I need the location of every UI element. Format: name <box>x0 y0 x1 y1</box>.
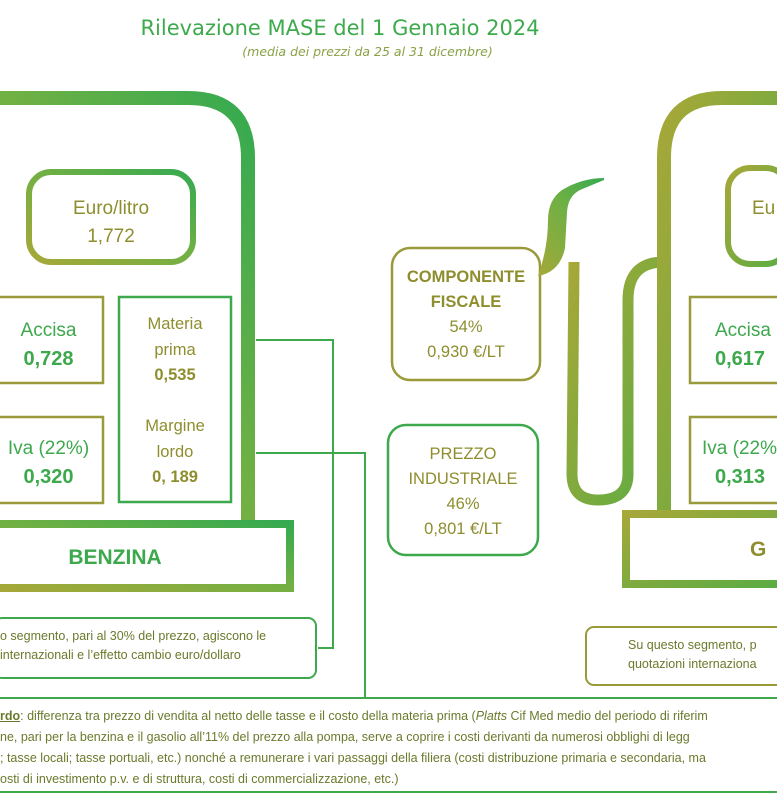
footer-line-3: ; tasse locali; tasse portuali, etc.) nonché a remunerare i vari passaggi della filiera (costi distribuzione primaria e secondaria, ma <box>0 751 706 765</box>
footer-platts: Platts <box>475 709 507 723</box>
left-fuel-name: BENZINA <box>68 546 162 569</box>
right-note-line-2: quotazioni internaziona <box>628 657 757 671</box>
footer-line-4: osti di investimento p.v. e di struttura, costi di commercializzazione, etc.) <box>0 772 399 786</box>
industriale-value: 0,801 €/LT <box>424 520 502 538</box>
right-fuel-name: G <box>750 538 767 561</box>
connector-materia-line <box>256 340 333 648</box>
footer-line-1-rest: Cif Med medio del periodo di riferim <box>506 709 708 723</box>
fiscale-percent: 54% <box>449 318 483 336</box>
left-price-value: 1,772 <box>87 226 135 247</box>
footer-term: rdo <box>0 709 21 723</box>
left-price-label: Euro/litro <box>72 198 150 219</box>
industriale-percent: 46% <box>446 495 480 513</box>
right-price-label: Eu <box>752 198 776 219</box>
fiscale-title-1: COMPONENTE <box>406 268 526 286</box>
fuel-nozzle <box>538 178 604 276</box>
right-accisa-value: 0,617 <box>715 348 766 370</box>
connector-margine-line <box>256 453 365 698</box>
left-note-line-2: internazionali e l’effetto cambio euro/dollaro <box>0 648 241 662</box>
fuel-hose <box>572 262 668 500</box>
right-iva-box <box>690 417 777 503</box>
left-accisa-value: 0,728 <box>23 348 74 370</box>
left-materia-label-2: prima <box>154 341 196 359</box>
left-margine-label-1: Margine <box>145 417 205 435</box>
left-materia-value: 0,535 <box>154 366 196 384</box>
left-margine-label-2: lordo <box>156 443 194 461</box>
footer-line-1-text: : differenza tra prezzo di vendita al netto delle tasse e il costo della materia prima ( <box>20 709 476 723</box>
footer-line-1 <box>0 706 708 726</box>
right-accisa-label: Accisa <box>715 320 771 341</box>
right-iva-value: 0,313 <box>715 466 766 488</box>
industriale-title-2: INDUSTRIALE <box>408 470 518 488</box>
industriale-title-1: PREZZO <box>429 445 497 463</box>
right-iva-label: Iva (22% <box>702 438 777 459</box>
left-accisa-label: Accisa <box>20 320 77 341</box>
left-materia-label-1: Materia <box>147 315 203 333</box>
page-subtitle: (media dei prezzi da 25 al 31 dicembre) <box>242 44 493 59</box>
left-iva-value: 0,320 <box>23 466 74 488</box>
left-note-line-1: o segmento, pari al 30% del prezzo, agiscono le <box>0 629 267 643</box>
left-iva-box <box>0 417 103 503</box>
left-margine-value: 0, 189 <box>152 468 198 486</box>
fiscale-value: 0,930 €/LT <box>427 343 505 361</box>
page-title: Rilevazione MASE del 1 Gennaio 2024 <box>140 16 540 40</box>
right-note-line-1: Su questo segmento, p <box>628 638 757 652</box>
footer-line-2: ne, pari per la benzina e il gasolio all’11% del prezzo alla pompa, serve a coprire i costi derivanti da numerosi obblighi di legg <box>0 730 690 744</box>
fiscale-title-2: FISCALE <box>430 293 502 311</box>
left-iva-label: Iva (22%) <box>7 438 90 459</box>
